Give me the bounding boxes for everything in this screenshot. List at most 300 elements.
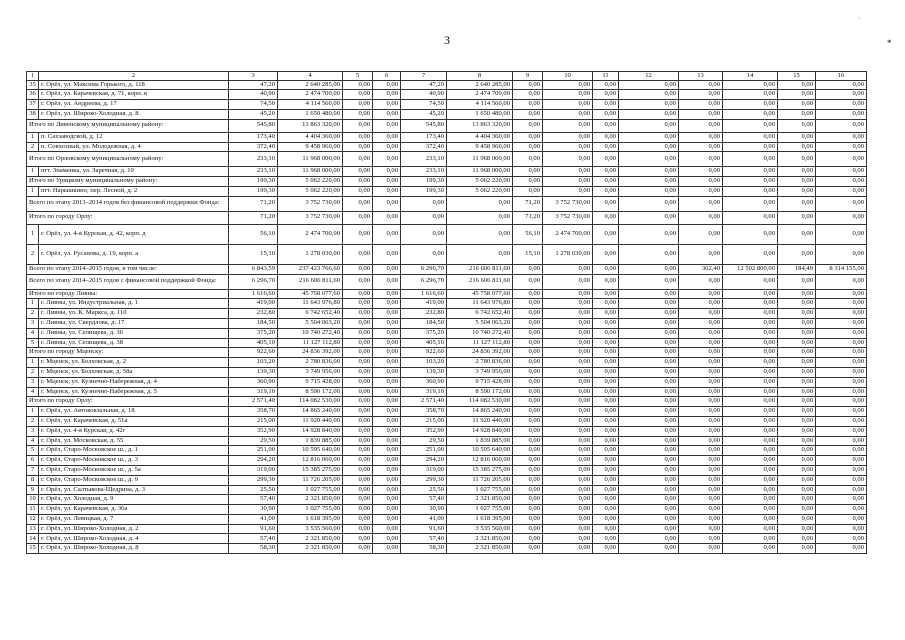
- value-cell: 0,00: [593, 142, 619, 152]
- value-cell: 0,00: [679, 348, 723, 358]
- value-cell: 0,00: [593, 264, 619, 274]
- value-cell: 299,30: [401, 475, 447, 485]
- address-cell: г. Орёл, ул. Максима Горького, д. 118: [39, 80, 229, 90]
- value-cell: 0,00: [816, 177, 867, 187]
- value-cell: 24 836 392,00: [278, 348, 343, 358]
- value-cell: 0,00: [619, 299, 679, 309]
- value-cell: 0,00: [778, 387, 816, 397]
- table-row: [27, 367, 867, 377]
- value-cell: 0,00: [778, 318, 816, 328]
- value-cell: 0,00: [343, 264, 373, 274]
- value-cell: 0,00: [373, 90, 401, 100]
- table-row: [27, 514, 867, 524]
- value-cell: 0,00: [679, 387, 723, 397]
- address-cell: г. Орёл, Старо-Московское ш., д. 9: [39, 475, 229, 485]
- table-row: [27, 167, 867, 177]
- value-cell: 0,00: [543, 456, 593, 466]
- row-number-cell: 7: [27, 465, 39, 475]
- value-cell: 47,20: [401, 80, 447, 90]
- value-cell: 0,00: [619, 142, 679, 152]
- value-cell: 0,00: [619, 407, 679, 417]
- total-label-cell: Всего по этапу 2013–2014 годов без финансовой поддержки Фонда:: [27, 196, 229, 211]
- value-cell: 0,00: [593, 465, 619, 475]
- value-cell: 25,50: [229, 485, 278, 495]
- value-cell: 0,00: [343, 100, 373, 110]
- table-row: [27, 387, 867, 397]
- value-cell: 0,00: [778, 119, 816, 132]
- value-cell: 29,50: [229, 436, 278, 446]
- value-cell: 0,00: [619, 446, 679, 456]
- value-cell: 0,00: [543, 544, 593, 554]
- address-cell: г. Орёл, ул. Андреева, д. 17: [39, 100, 229, 110]
- value-cell: 0,00: [593, 367, 619, 377]
- value-cell: 45,20: [401, 109, 447, 119]
- value-cell: 6 742 652,40: [447, 309, 513, 319]
- value-cell: 0,00: [513, 514, 543, 524]
- address-cell: г. Орёл, ул. 4-я Курская, д. 42, корп. д: [39, 224, 229, 244]
- value-cell: 0,00: [593, 152, 619, 167]
- value-cell: 545,80: [229, 119, 278, 132]
- value-cell: 0,00: [679, 244, 723, 264]
- table-row: [27, 475, 867, 485]
- value-cell: 0,00: [679, 211, 723, 224]
- value-cell: 0,00: [373, 186, 401, 196]
- value-cell: 0,00: [679, 436, 723, 446]
- column-number-cell: 6: [373, 72, 401, 81]
- value-cell: 0,00: [723, 514, 778, 524]
- value-cell: 0,00: [373, 80, 401, 90]
- total-row: [27, 274, 867, 289]
- value-cell: 2 780 836,00: [447, 358, 513, 368]
- value-cell: 74,50: [229, 100, 278, 110]
- value-cell: 103,20: [229, 358, 278, 368]
- value-cell: 0,00: [679, 456, 723, 466]
- value-cell: 0,00: [343, 475, 373, 485]
- value-cell: 0,00: [778, 544, 816, 554]
- value-cell: 216 606 811,60: [278, 274, 343, 289]
- value-cell: 15 385 275,00: [278, 465, 343, 475]
- address-cell: пгт. Нарышкино, пер. Лесной, д. 2: [39, 186, 229, 196]
- value-cell: 0,00: [513, 456, 543, 466]
- value-cell: 0,00: [778, 436, 816, 446]
- value-cell: 2 474 700,00: [447, 90, 513, 100]
- value-cell: 2 321 850,00: [447, 495, 513, 505]
- total-row: [27, 289, 867, 299]
- value-cell: 0,00: [513, 264, 543, 274]
- value-cell: 0,00: [679, 177, 723, 187]
- value-cell: 0,00: [679, 544, 723, 554]
- value-cell: 375,20: [401, 328, 447, 338]
- value-cell: 0,00: [816, 244, 867, 264]
- value-cell: 0,00: [723, 177, 778, 187]
- value-cell: 0,00: [778, 446, 816, 456]
- value-cell: 0,00: [619, 358, 679, 368]
- row-number-cell: 6: [27, 456, 39, 466]
- value-cell: 0,00: [619, 274, 679, 289]
- value-cell: 0,00: [816, 289, 867, 299]
- register-table: [26, 71, 867, 554]
- value-cell: 0,00: [447, 196, 513, 211]
- value-cell: 0,00: [543, 514, 593, 524]
- value-cell: 360,90: [401, 377, 447, 387]
- total-label-cell: Всего по этапу 2014–2015 годов, в том числе:: [27, 264, 229, 274]
- address-cell: г. Ливны, ул. Свердлова, д. 17: [39, 318, 229, 328]
- value-cell: 0,00: [816, 534, 867, 544]
- value-cell: 0,00: [543, 177, 593, 187]
- value-cell: 1 027 755,00: [447, 485, 513, 495]
- value-cell: 360,90: [229, 377, 278, 387]
- value-cell: 0,00: [619, 387, 679, 397]
- value-cell: 11 127 112,80: [278, 338, 343, 348]
- value-cell: 0,00: [513, 485, 543, 495]
- value-cell: 199,30: [229, 177, 278, 187]
- value-cell: 0,00: [373, 167, 401, 177]
- value-cell: 0,00: [619, 426, 679, 436]
- value-cell: 5 504 063,20: [278, 318, 343, 328]
- address-cell: г. Орёл, Старо-Московское ш., д. 3: [39, 456, 229, 466]
- value-cell: 0,00: [679, 80, 723, 90]
- value-cell: 0,00: [816, 514, 867, 524]
- value-cell: 0,00: [778, 495, 816, 505]
- value-cell: 0,00: [513, 495, 543, 505]
- value-cell: 0,00: [679, 367, 723, 377]
- value-cell: 0,00: [778, 100, 816, 110]
- value-cell: 0,00: [447, 224, 513, 244]
- row-number-cell: 4: [27, 387, 39, 397]
- value-cell: 1 027 755,00: [278, 485, 343, 495]
- value-cell: 0,00: [513, 309, 543, 319]
- value-cell: 0,00: [343, 456, 373, 466]
- total-label-cell: Итого по Орловскому муниципальному району:: [27, 152, 229, 167]
- total-label-cell: Всего по этапу 2014–2015 годов с финансовой поддержкой Фонда:: [27, 274, 229, 289]
- address-cell: г. Орёл, Старо-Московское ш., д. 1: [39, 446, 229, 456]
- value-cell: 0,00: [816, 505, 867, 515]
- value-cell: 0,00: [778, 397, 816, 407]
- value-cell: 0,00: [543, 446, 593, 456]
- value-cell: 0,00: [343, 90, 373, 100]
- value-cell: 0,00: [401, 196, 447, 211]
- value-cell: 372,40: [229, 142, 278, 152]
- value-cell: 1 278 030,00: [278, 244, 343, 264]
- value-cell: 41,00: [401, 514, 447, 524]
- value-cell: 14 928 840,00: [447, 426, 513, 436]
- table-row: [27, 485, 867, 495]
- value-cell: 184,49: [778, 264, 816, 274]
- value-cell: 0,00: [778, 299, 816, 309]
- value-cell: 0,00: [373, 348, 401, 358]
- value-cell: 0,00: [619, 167, 679, 177]
- value-cell: 10 740 272,40: [278, 328, 343, 338]
- value-cell: 11 920 440,00: [278, 416, 343, 426]
- value-cell: 0,00: [343, 177, 373, 187]
- value-cell: 0,00: [543, 264, 593, 274]
- total-row: [27, 177, 867, 187]
- value-cell: 0,00: [593, 495, 619, 505]
- value-cell: 0,00: [343, 211, 373, 224]
- value-cell: 0,00: [373, 224, 401, 244]
- value-cell: 0,00: [778, 177, 816, 187]
- value-cell: 0,00: [816, 465, 867, 475]
- value-cell: 0,00: [816, 318, 867, 328]
- table-row: [27, 244, 867, 264]
- value-cell: 0,00: [593, 90, 619, 100]
- value-cell: 199,30: [229, 186, 278, 196]
- value-cell: 0,00: [513, 387, 543, 397]
- value-cell: 0,00: [816, 524, 867, 534]
- value-cell: 0,00: [543, 338, 593, 348]
- value-cell: 0,00: [513, 274, 543, 289]
- address-cell: г. Ливны, ул. К. Маркса, д. 110: [39, 309, 229, 319]
- value-cell: 0,00: [543, 436, 593, 446]
- table-row: [27, 224, 867, 244]
- value-cell: 13 863 320,00: [278, 119, 343, 132]
- value-cell: 0,00: [679, 318, 723, 328]
- value-cell: 2 321 850,00: [278, 534, 343, 544]
- value-cell: 233,10: [401, 167, 447, 177]
- value-cell: 319,00: [229, 465, 278, 475]
- value-cell: 0,00: [778, 90, 816, 100]
- value-cell: 0,00: [513, 152, 543, 167]
- value-cell: 0,00: [373, 244, 401, 264]
- value-cell: 0,00: [373, 446, 401, 456]
- value-cell: 91,60: [401, 524, 447, 534]
- value-cell: 29,50: [401, 436, 447, 446]
- column-number-cell: 16: [816, 72, 867, 81]
- value-cell: 0,00: [593, 299, 619, 309]
- value-cell: 0,00: [373, 196, 401, 211]
- value-cell: 0,00: [343, 186, 373, 196]
- value-cell: 0,00: [816, 224, 867, 244]
- value-cell: 0,00: [343, 224, 373, 244]
- value-cell: 4 404 360,00: [278, 132, 343, 142]
- value-cell: 0,00: [679, 514, 723, 524]
- address-cell: г. Орёл, ул. Широко-Холодная, д. 2: [39, 524, 229, 534]
- value-cell: 11 968 000,00: [447, 152, 513, 167]
- value-cell: 0,00: [343, 534, 373, 544]
- value-cell: 0,00: [513, 465, 543, 475]
- value-cell: 0,00: [778, 505, 816, 515]
- address-cell: г. Орёл, ул. Карачевская, д. 71, корп. в: [39, 90, 229, 100]
- column-number-cell: 12: [619, 72, 679, 81]
- value-cell: 0,00: [543, 505, 593, 515]
- value-cell: 0,00: [373, 299, 401, 309]
- value-cell: 0,00: [619, 338, 679, 348]
- value-cell: 9 458 960,00: [447, 142, 513, 152]
- value-cell: 0,00: [723, 367, 778, 377]
- page-number: 3: [444, 33, 450, 47]
- table-row: [27, 465, 867, 475]
- value-cell: 294,20: [401, 456, 447, 466]
- value-cell: 0,00: [723, 167, 778, 177]
- value-cell: 251,00: [229, 446, 278, 456]
- value-cell: 0,00: [723, 90, 778, 100]
- value-cell: 0,00: [593, 309, 619, 319]
- total-label-cell: Итого по Урицкому муниципальному району:: [27, 177, 229, 187]
- value-cell: 0,00: [778, 142, 816, 152]
- value-cell: 11 643 976,80: [278, 299, 343, 309]
- row-number-cell: 1: [27, 224, 39, 244]
- value-cell: 0,00: [816, 90, 867, 100]
- value-cell: 0,00: [778, 152, 816, 167]
- value-cell: 0,00: [593, 167, 619, 177]
- value-cell: 0,00: [343, 495, 373, 505]
- value-cell: 0,00: [373, 426, 401, 436]
- value-cell: 0,00: [723, 465, 778, 475]
- value-cell: 0,00: [816, 167, 867, 177]
- value-cell: 4 404 360,00: [447, 132, 513, 142]
- value-cell: 0,00: [816, 495, 867, 505]
- value-cell: 0,00: [373, 475, 401, 485]
- value-cell: 0,00: [816, 328, 867, 338]
- address-cell: г. Орёл, ул. Московская, д. 55: [39, 436, 229, 446]
- value-cell: 11 643 976,80: [447, 299, 513, 309]
- value-cell: 0,00: [593, 446, 619, 456]
- value-cell: 0,00: [343, 309, 373, 319]
- row-number-cell: 5: [27, 446, 39, 456]
- value-cell: 0,00: [543, 90, 593, 100]
- row-number-cell: 13: [27, 524, 39, 534]
- value-cell: 0,00: [593, 514, 619, 524]
- value-cell: 0,00: [543, 186, 593, 196]
- value-cell: 0,00: [593, 485, 619, 495]
- table-row: [27, 318, 867, 328]
- value-cell: 40,90: [401, 90, 447, 100]
- value-cell: 0,00: [619, 132, 679, 142]
- value-cell: 358,70: [229, 407, 278, 417]
- value-cell: 0,00: [723, 309, 778, 319]
- value-cell: 0,00: [778, 338, 816, 348]
- column-number-cell: 8: [447, 72, 513, 81]
- value-cell: 6 843,59: [229, 264, 278, 274]
- value-cell: 0,00: [343, 244, 373, 264]
- value-cell: 15 385 275,00: [447, 465, 513, 475]
- row-number-cell: 3: [27, 318, 39, 328]
- value-cell: 0,00: [543, 407, 593, 417]
- value-cell: 0,00: [778, 132, 816, 142]
- value-cell: 0,00: [373, 485, 401, 495]
- value-cell: 0,00: [513, 186, 543, 196]
- value-cell: 0,00: [593, 318, 619, 328]
- value-cell: 419,00: [401, 299, 447, 309]
- value-cell: 45,20: [229, 109, 278, 119]
- value-cell: 47,20: [229, 80, 278, 90]
- value-cell: 0,00: [778, 224, 816, 244]
- value-cell: 0,00: [679, 328, 723, 338]
- value-cell: 0,00: [679, 465, 723, 475]
- row-number-cell: 12: [27, 514, 39, 524]
- value-cell: 0,00: [679, 358, 723, 368]
- value-cell: 0,00: [723, 196, 778, 211]
- address-cell: г. Ливны, ул. Индустриальная, д. 1: [39, 299, 229, 309]
- total-row: [27, 264, 867, 274]
- value-cell: 0,00: [543, 318, 593, 328]
- value-cell: 0,00: [593, 186, 619, 196]
- value-cell: 0,00: [593, 244, 619, 264]
- address-cell: г. Орёл, Старо-Московское ш., д. 5а: [39, 465, 229, 475]
- value-cell: 0,00: [343, 132, 373, 142]
- address-cell: г. Орёл, ул. Левицкая, д. 7: [39, 514, 229, 524]
- value-cell: 0,00: [593, 377, 619, 387]
- value-cell: 0,00: [619, 244, 679, 264]
- value-cell: 0,00: [619, 100, 679, 110]
- value-cell: 0,00: [679, 495, 723, 505]
- value-cell: 0,00: [778, 426, 816, 436]
- value-cell: 0,00: [373, 505, 401, 515]
- value-cell: 0,00: [593, 119, 619, 132]
- table-row: [27, 377, 867, 387]
- value-cell: 0,00: [816, 186, 867, 196]
- value-cell: 0,00: [373, 514, 401, 524]
- column-number-cell: 4: [278, 72, 343, 81]
- value-cell: 0,00: [373, 397, 401, 407]
- value-cell: 0,00: [619, 348, 679, 358]
- table-row: [27, 426, 867, 436]
- address-cell: п. Совхозный, ул. Молодежная, д. 4: [39, 142, 229, 152]
- value-cell: 0,00: [373, 377, 401, 387]
- value-cell: 0,00: [343, 407, 373, 417]
- value-cell: 0,00: [343, 152, 373, 167]
- table-row: [27, 80, 867, 90]
- value-cell: 0,00: [373, 264, 401, 274]
- column-number-cell: 2: [39, 72, 229, 81]
- value-cell: 30,90: [229, 505, 278, 515]
- value-cell: 71,20: [513, 196, 543, 211]
- value-cell: 0,00: [543, 426, 593, 436]
- value-cell: 0,00: [513, 289, 543, 299]
- value-cell: 0,00: [723, 186, 778, 196]
- value-cell: 375,20: [229, 328, 278, 338]
- value-cell: 0,00: [723, 387, 778, 397]
- value-cell: 199,30: [401, 186, 447, 196]
- value-cell: 0,00: [679, 475, 723, 485]
- value-cell: 319,10: [229, 387, 278, 397]
- value-cell: 922,60: [229, 348, 278, 358]
- value-cell: 184,50: [229, 318, 278, 328]
- value-cell: 0,00: [619, 119, 679, 132]
- value-cell: 0,00: [593, 289, 619, 299]
- value-cell: 0,00: [373, 534, 401, 544]
- value-cell: 0,00: [679, 377, 723, 387]
- value-cell: 0,00: [373, 387, 401, 397]
- corner-mark: *: [887, 38, 892, 48]
- value-cell: 0,00: [593, 132, 619, 142]
- value-cell: 0,00: [343, 544, 373, 554]
- address-cell: г. Орёл, ул. Русанова, д. 19, корп. а: [39, 244, 229, 264]
- value-cell: 11 968 000,00: [447, 167, 513, 177]
- value-cell: 0,00: [343, 299, 373, 309]
- value-cell: 0,00: [679, 132, 723, 142]
- value-cell: 0,00: [679, 309, 723, 319]
- value-cell: 0,00: [593, 80, 619, 90]
- value-cell: 0,00: [619, 465, 679, 475]
- value-cell: 0,00: [343, 397, 373, 407]
- value-cell: 0,00: [619, 416, 679, 426]
- value-cell: 0,00: [723, 407, 778, 417]
- value-cell: 0,00: [679, 338, 723, 348]
- value-cell: 0,00: [778, 244, 816, 264]
- value-cell: 0,00: [593, 407, 619, 417]
- value-cell: 139,30: [229, 367, 278, 377]
- value-cell: 0,00: [816, 397, 867, 407]
- value-cell: 0,00: [373, 524, 401, 534]
- value-cell: 0,00: [619, 544, 679, 554]
- value-cell: 0,00: [543, 416, 593, 426]
- value-cell: 56,10: [229, 224, 278, 244]
- value-cell: 0,00: [343, 465, 373, 475]
- value-cell: 0,00: [619, 475, 679, 485]
- value-cell: 2 640 285,00: [447, 80, 513, 90]
- value-cell: 40,90: [229, 90, 278, 100]
